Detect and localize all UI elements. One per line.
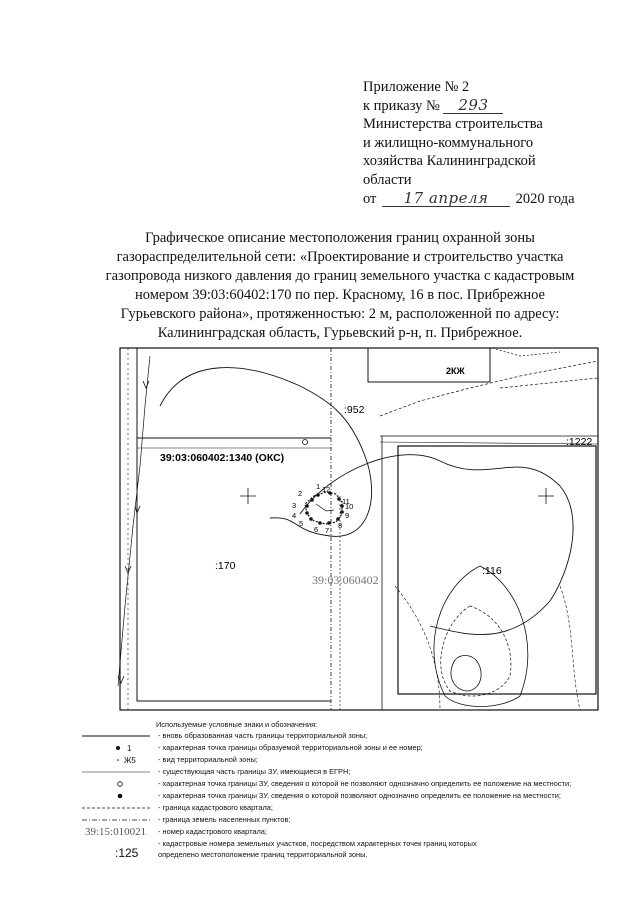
contour-line	[560, 586, 580, 710]
dashed-road-line	[492, 348, 560, 356]
cadastral-map	[0, 346, 640, 715]
thin-line-symbol	[80, 766, 152, 778]
parcel-label: :116	[482, 565, 502, 577]
point-number: 8	[338, 521, 343, 530]
parcel-number-example: :125	[115, 846, 139, 860]
boundary-point	[309, 517, 313, 521]
legend-item-text: - характерная точка границы ЗУ, сведения о которой позволяют однозначно определить ее положение на местности;	[158, 791, 561, 800]
legend-item	[80, 790, 640, 802]
point-number: 4	[292, 511, 297, 520]
order-prefix: к приказу №	[363, 97, 440, 114]
date-prefix: от	[363, 190, 377, 207]
point-number: 6	[314, 525, 319, 534]
contour-line	[395, 586, 440, 710]
point-number: 1	[316, 482, 321, 491]
boundary-point	[305, 511, 309, 515]
quarter-number-example: 39:15:010021	[85, 826, 147, 838]
legend-item-text: - граница земель населенных пунктов;	[158, 815, 291, 824]
contour-line	[451, 656, 481, 692]
point-dot-symbol	[80, 742, 152, 754]
boundary-point	[340, 510, 344, 514]
building-label: 2КЖ	[446, 366, 465, 376]
parcel-label: :952	[344, 404, 365, 416]
legend-item-text: - существующая часть границы ЗУ, имеющиеся в ЕГРН;	[158, 767, 351, 776]
legend-item	[80, 838, 640, 862]
legend-item	[80, 730, 640, 742]
quarter-label: 39:03:060402	[312, 573, 379, 587]
contour-line	[441, 606, 511, 696]
legend-item	[80, 742, 640, 754]
legend-symbol-label: Ж5	[124, 756, 136, 765]
contour-line	[300, 455, 573, 635]
ministry-line: и жилищно-коммунального	[363, 134, 534, 151]
order-number-handwritten: 293	[443, 98, 503, 114]
solid-line-symbol	[80, 730, 152, 742]
ministry-line: Министерства строительства	[363, 116, 543, 133]
point-number: 10	[345, 502, 354, 511]
title-line: Графическое описание местоположения границ охранной зоны	[145, 230, 535, 246]
legend-symbol-label: 1	[127, 744, 132, 753]
legend-item-text: - вновь образованная часть границы территориальной зоны;	[158, 731, 368, 740]
legend-item	[80, 754, 640, 766]
contour-line	[118, 356, 150, 686]
boundary-point	[305, 504, 309, 508]
map-frame	[120, 348, 598, 710]
building-outline	[368, 348, 490, 382]
document-title	[70, 229, 610, 343]
oks-label: 39:03:060402:1340 (ОКС)	[160, 452, 285, 464]
legend-item	[80, 766, 640, 778]
dashed-road-line	[380, 361, 598, 416]
boundary-point	[310, 498, 314, 502]
legend-item-text: - граница кадастрового квартала;	[158, 803, 273, 812]
point-number: 11	[342, 497, 350, 506]
date-handwritten: 17 апреля	[382, 191, 510, 207]
arrow-icon	[143, 381, 149, 388]
title-line: номером 39:03:60402:170 по пер. Красному, 16 в пос. Прибрежное	[134, 287, 545, 303]
point-number: 3	[292, 501, 297, 510]
zone-label-symbol	[80, 754, 152, 766]
legend-item	[80, 826, 640, 838]
filled-dot-symbol	[80, 790, 152, 802]
dashed-road-line	[500, 378, 598, 388]
grid-cross-icon	[538, 488, 554, 504]
title-line: газопровода низкого давления до границ земельного участка с кадастровым	[105, 268, 575, 284]
legend-item-text: - номер кадастрового квартала;	[158, 827, 267, 836]
legend-item-text: определено местоположение границ территориальной зоны.	[158, 850, 368, 859]
order-line	[363, 97, 633, 116]
point-number: 5	[299, 519, 304, 528]
dashed-line-symbol	[80, 802, 152, 814]
title-line: Калининградская область, Гурьевский р-н, п. Прибрежное.	[157, 325, 523, 341]
dash-dot-line-symbol	[80, 814, 152, 826]
boundary-point-hollow	[303, 440, 308, 445]
hollow-circle-symbol	[80, 778, 152, 790]
point-number: 7	[325, 526, 330, 535]
legend-item	[80, 802, 640, 814]
legend	[80, 719, 640, 879]
point-number: 9	[345, 511, 350, 520]
appendix-header	[363, 78, 633, 208]
ministry-line: области	[363, 171, 412, 188]
boundary-point	[327, 521, 331, 525]
boundary-point	[316, 493, 320, 497]
legend-item-text: - характерная точка границы ЗУ, сведения о которой не позволяют однозначно определить ее положение на местности;	[158, 779, 572, 788]
legend-item-text: - кадастровые номера земельных участков, посредством характерных точек границ которых	[158, 839, 477, 848]
title-line: Гурьевского района», протяженностью: 2 м, расположенной по адресу:	[120, 306, 560, 322]
parcel-label: :170	[215, 560, 236, 572]
point-number: 12	[322, 485, 331, 494]
date-suffix: 2020 года	[515, 190, 575, 207]
date-line	[363, 190, 633, 209]
boundary-point	[337, 497, 341, 501]
point-number: 2	[298, 489, 303, 498]
boundary-point	[318, 521, 322, 525]
grid-cross-icon	[240, 488, 256, 504]
legend-item-text: - характерная точка границы образуемой территориальной зоны и ее номер;	[158, 743, 423, 752]
parcel-label: :1222	[566, 436, 593, 448]
legend-item-text: - вид территориальной зоны;	[158, 755, 258, 764]
legend-heading: Используемые условные знаки и обозначения:	[156, 720, 318, 729]
legend-item	[80, 814, 640, 826]
ministry-line: хозяйства Калининградской	[363, 153, 536, 170]
appendix-line: Приложение № 2	[363, 79, 470, 95]
title-line: газораспределительной сети: «Проектирование и строительство участка	[116, 249, 564, 265]
contour-line	[434, 566, 528, 707]
legend-item	[80, 778, 640, 790]
